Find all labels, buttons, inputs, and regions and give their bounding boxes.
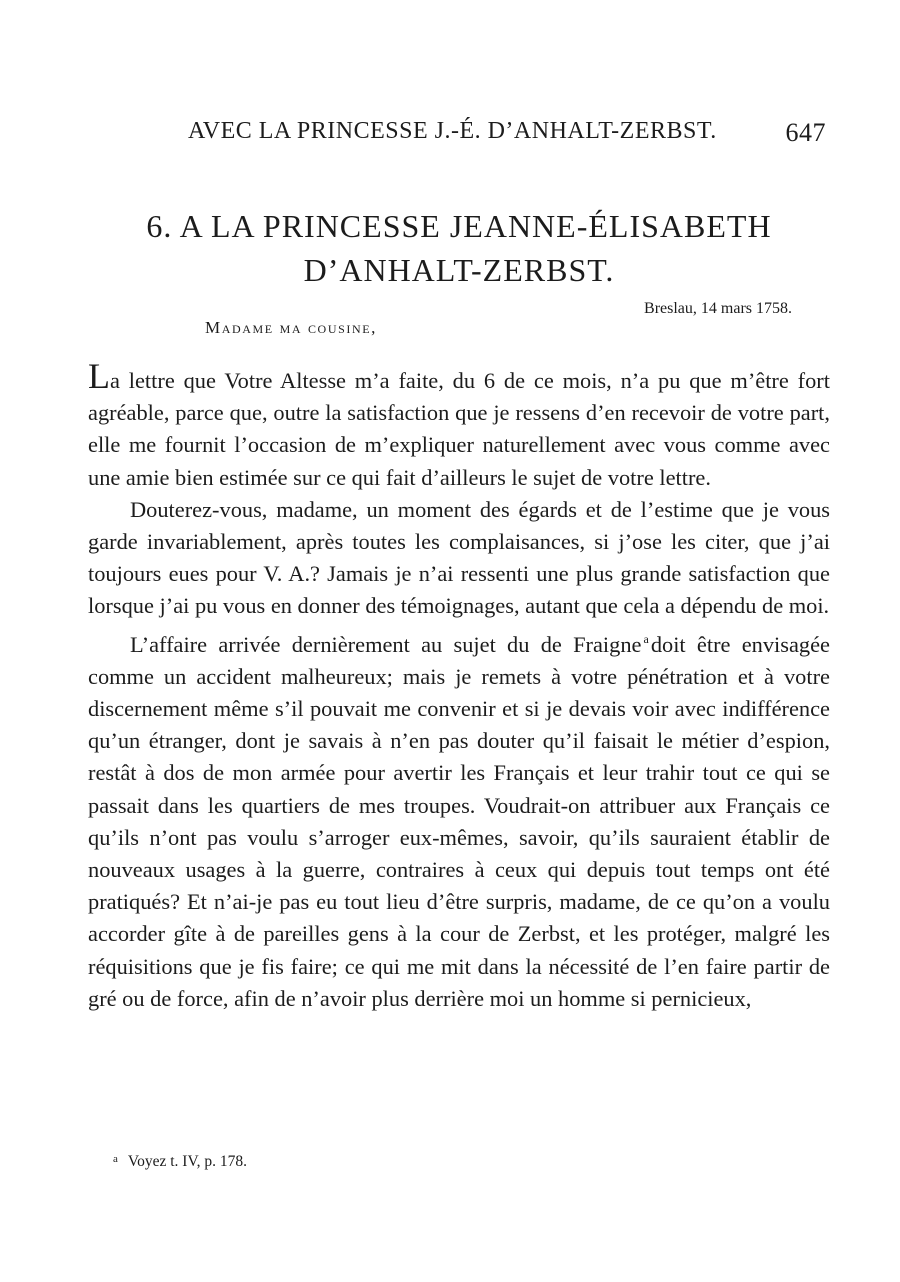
letter-salutation: Madame ma cousine, bbox=[205, 318, 378, 337]
paragraph-3-text-start: L’affaire arrivée dernièrement au sujet du de Fraigne bbox=[130, 631, 642, 657]
page-number: 647 bbox=[785, 118, 826, 147]
paragraph-3 bbox=[88, 623, 830, 1015]
drop-cap: L bbox=[88, 356, 110, 396]
letter-dateline: Breslau, 14 mars 1758. bbox=[644, 300, 792, 317]
chapter-title-line-2: D’ANHALT-ZERBST. bbox=[303, 252, 615, 288]
footnote-marker: a bbox=[113, 1153, 118, 1165]
chapter-title-line-1: 6. A LA PRINCESSE JEANNE-ÉLISABETH bbox=[146, 208, 772, 244]
footnote-text: Voyez t. IV, p. 178. bbox=[127, 1153, 248, 1170]
paragraph-3-text-end: doit être envisagée comme un accident malheureux; mais je remets à votre pénétration et à votre discernement même s’il pouvait me convenir et si je devais voir avec indifférence qu’un étranger, dont je savais à n’en pas douter qu’il faisait le métier d’espion, restât à dos de mon armée pour avertir les Français et leur trahir tout ce qui se passait dans les quartiers de mes troupes. Voudrait-on attribuer aux Français ce qu’ils n’ont pas voulu s’arroger eux-mêmes, savoir, qu’ils sauraient établir de nouveaux usages à la guerre, contraires à ceux qui depuis tout temps ont été pratiqués? Et n’ai-je pas eu tout lieu d’être surpris, madame, de ce qu’on a voulu accorder gîte à de pareilles gens à la cour de Zerbst, et les protéger, malgré les réquisitions que je fis faire; ce qui me mit dans la nécessité de l’en faire partir de gré ou de force, afin de n’avoir plus derrière moi un homme si pernicieux, bbox=[88, 631, 830, 1011]
paragraph-1-text: a lettre que Votre Altesse m’a faite, du 6 de ce mois, n’a pu que m’être fort agréable, parce que, outre la satisfaction que je ressens d’en recevoir de votre part, elle me fournit l’occasion de m’expliquer naturellement avec vous comme avec une amie bien estimée sur ce qui fait d’ailleurs le sujet de votre lettre. bbox=[88, 368, 830, 490]
footnote bbox=[113, 1153, 247, 1171]
paragraph-2: Douterez-vous, madame, un moment des égards et de l’estime que je vous garde invariablement, après toutes les complaisances, si j’ose les citer, que j’ai toujours eues pour V. A.? Jamais je n’ai ressenti une plus grande satisfaction que lorsque j’ai pu vous en donner des témoignages, autant que cela a dépendu de moi. bbox=[88, 496, 830, 619]
letter-body bbox=[88, 358, 830, 1015]
footnote-reference: a bbox=[643, 631, 649, 646]
chapter-title bbox=[88, 204, 830, 292]
paragraph-1 bbox=[88, 358, 830, 494]
running-title: AVEC LA PRINCESSE J.-É. D’ANHALT-ZERBST. bbox=[188, 118, 717, 144]
